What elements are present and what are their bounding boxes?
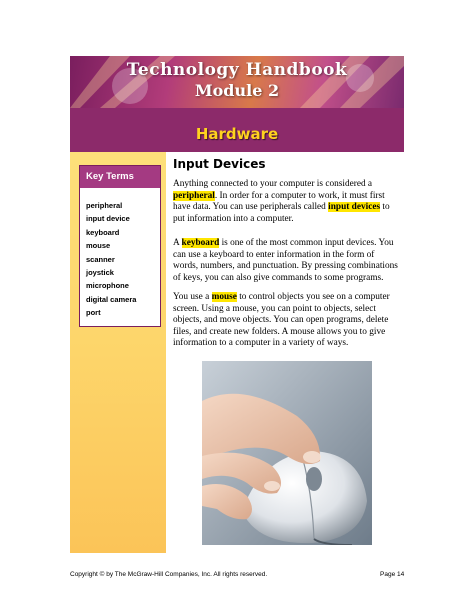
- paragraph-keyboard: [173, 238, 401, 284]
- page-number: Page 14: [380, 571, 405, 578]
- key-term: port: [86, 308, 101, 318]
- paragraph-mouse: [173, 292, 401, 350]
- key-term: microphone: [86, 281, 129, 291]
- highlight-mouse: mouse: [211, 292, 237, 302]
- key-terms-heading: Key Terms: [80, 166, 160, 188]
- key-term: mouse: [86, 241, 111, 251]
- text-run: A: [173, 238, 182, 248]
- key-terms-box: [79, 165, 161, 327]
- key-terms-list: [80, 188, 160, 320]
- module-banner: [70, 56, 404, 108]
- highlight-keyboard: keyboard: [181, 238, 220, 248]
- footer-copyright: Copyright © by The McGraw-Hill Companies, Inc. All rights reserved.: [70, 571, 268, 578]
- key-term: peripheral: [86, 201, 123, 210]
- text-run: to put information into a computer.: [173, 202, 390, 224]
- key-term: keyboard: [86, 227, 120, 237]
- section-title-hardware: Hardware: [195, 125, 279, 143]
- page-title: Input Devices: [173, 157, 266, 171]
- text-run: . In order for a computer to work, it must first have data. You can use peripherals called: [173, 190, 385, 212]
- key-term: digital camera: [86, 294, 137, 304]
- key-term: input device: [86, 214, 130, 224]
- text-run: You use a: [173, 292, 212, 302]
- key-term: scanner: [86, 254, 115, 264]
- banner-title: Technology Handbook: [126, 60, 348, 80]
- key-term: joystick: [86, 267, 114, 277]
- section-band: [70, 108, 404, 152]
- mouse-photo: [202, 361, 372, 545]
- text-run: to control objects you see on a computer screen. Using a mouse, you can point to objects, select objects, and move objects. You can open programs, delete files, and create new folders. A mouse allows you to give information to a computer in a variety of ways.: [173, 292, 390, 348]
- highlight-input-devices: input devices: [328, 202, 381, 212]
- text-run: is one of the most common input devices. You can use a keyboard to enter information in the form of words, numbers, and punctuation. By pressing combinations of keys, you can also give commands to some programs.: [173, 238, 398, 283]
- highlight-peripheral: peripheral: [173, 190, 215, 201]
- banner-subtitle: Module 2: [194, 81, 280, 100]
- text-run: Anything connected to your computer is considered a: [173, 179, 373, 189]
- paragraph-peripheral: [173, 179, 401, 225]
